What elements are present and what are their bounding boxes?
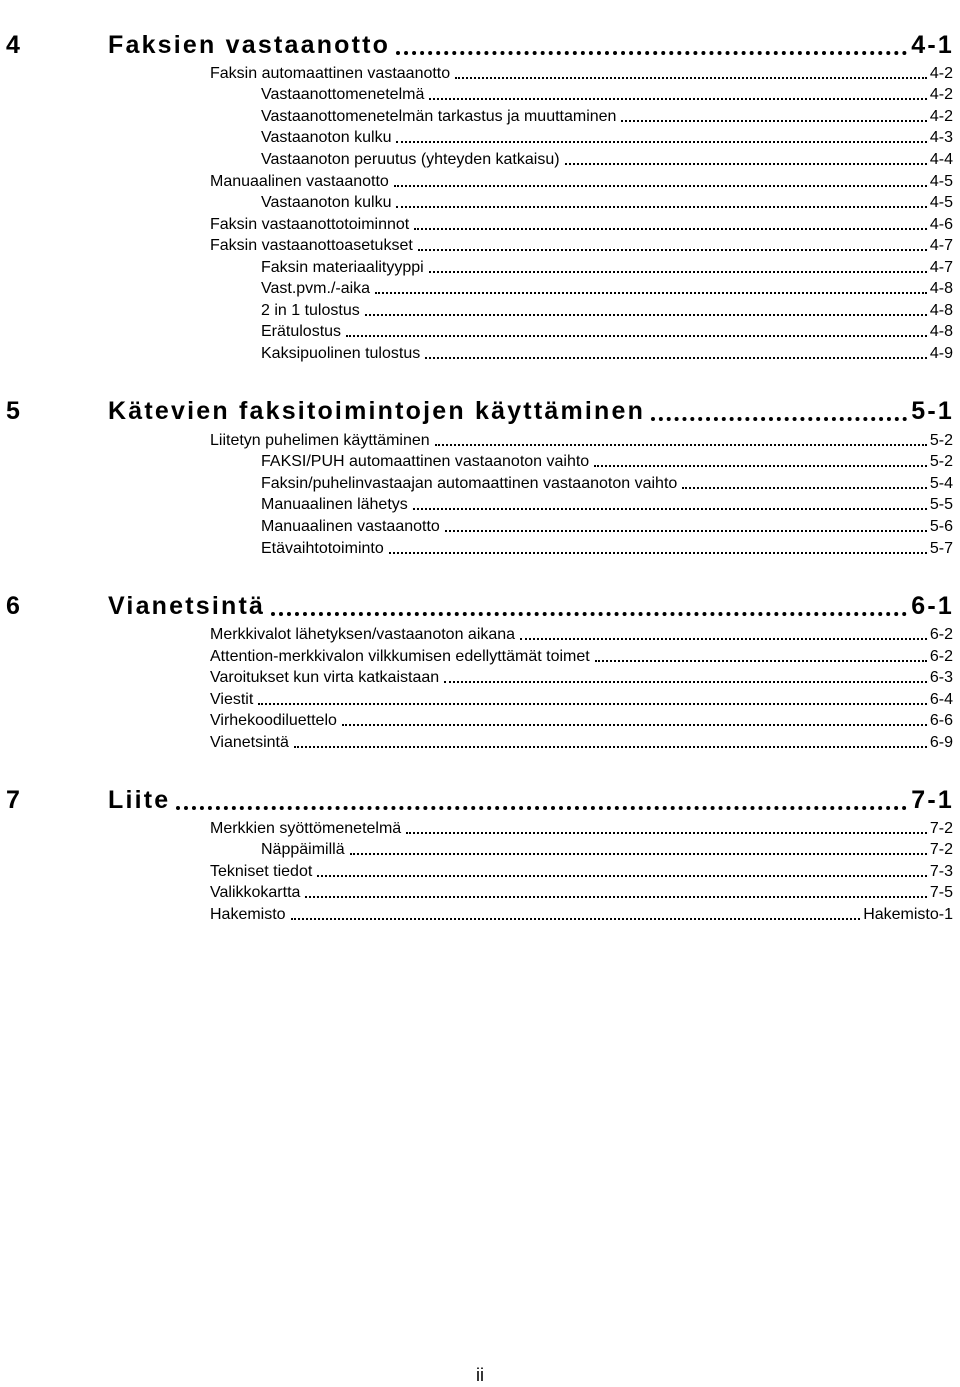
dot-leader (342, 724, 927, 726)
toc-entry[interactable] (210, 688, 953, 708)
dot-leader (406, 832, 927, 834)
dot-leader (396, 206, 926, 208)
entry-title: Hakemisto (210, 906, 286, 923)
toc-entry[interactable] (210, 881, 953, 901)
entry-page-number: 4-2 (929, 86, 953, 103)
entry-page-number: 6-6 (929, 712, 953, 729)
entry-page-number: 7-2 (929, 841, 953, 858)
entry-title: Näppäimillä (261, 841, 345, 858)
entry-page-number: 7-3 (929, 863, 953, 880)
chapter-title: Kätevien faksitoimintojen käyttäminen (108, 397, 646, 425)
entry-page-number: 6-3 (929, 669, 953, 686)
entry-title: Faksin vastaanottotoiminnot (210, 216, 410, 233)
toc-entry[interactable] (210, 62, 953, 82)
toc-entry[interactable] (210, 709, 953, 729)
toc-subentry[interactable] (261, 450, 953, 470)
chapter-title: Liite (108, 786, 171, 814)
dot-leader (176, 806, 907, 810)
entry-title: Virhekoodiluettelo (210, 712, 337, 729)
dot-leader (621, 120, 926, 122)
entry-page-number: 4-8 (929, 302, 953, 319)
entry-page-number: 4-5 (929, 173, 953, 190)
dot-leader (594, 465, 927, 467)
dot-leader (375, 292, 927, 294)
entry-page-number: 5-2 (929, 453, 953, 470)
entry-page-number: 6-9 (929, 734, 953, 751)
chapter-page-number: 5-1 (911, 397, 954, 425)
dot-leader (389, 552, 927, 554)
entry-page-number: 5-2 (929, 432, 953, 449)
entry-title: Faksin/puhelinvastaajan automaattinen vastaanoton vaihto (261, 475, 678, 492)
dot-leader (394, 185, 927, 187)
toc-chapter-heading[interactable] (6, 390, 954, 424)
dot-leader (291, 918, 861, 920)
entry-title: 2 in 1 tulostus (261, 302, 360, 319)
entry-page-number: 4-6 (929, 216, 953, 233)
dot-leader (305, 896, 926, 898)
dot-leader (396, 51, 907, 55)
entry-page-number: 6-2 (929, 626, 953, 643)
toc-subentry[interactable] (261, 515, 953, 535)
entry-title: Liitetyn puhelimen käyttäminen (210, 432, 430, 449)
toc-subentry[interactable] (261, 838, 953, 858)
dot-leader (455, 77, 927, 79)
entry-title: Kaksipuolinen tulostus (261, 345, 421, 362)
entry-title: Faksin automaattinen vastaanotto (210, 65, 451, 82)
toc-entry[interactable] (210, 645, 953, 665)
toc-chapter-heading[interactable] (6, 24, 954, 58)
entry-page-number: 4-7 (929, 237, 953, 254)
entry-title: Vianetsintä (210, 734, 289, 751)
dot-leader (651, 417, 907, 421)
toc-subentry[interactable] (261, 277, 953, 297)
dot-leader (350, 853, 927, 855)
toc-subentry[interactable] (261, 493, 953, 513)
toc-entry[interactable] (210, 623, 953, 643)
dot-leader (418, 249, 927, 251)
toc-entry[interactable] (210, 731, 953, 751)
entry-title: Valikkokartta (210, 884, 301, 901)
dot-leader (294, 746, 927, 748)
chapter-number: 7 (6, 786, 23, 814)
dot-leader (365, 314, 927, 316)
entry-title: Vastaanottomenetelmä (261, 86, 425, 103)
page-number: ii (476, 1365, 484, 1385)
toc-entry[interactable] (210, 817, 953, 837)
entry-page-number: 4-2 (929, 65, 953, 82)
toc-entry[interactable] (210, 213, 953, 233)
toc-subentry[interactable] (261, 148, 953, 168)
dot-leader (414, 228, 927, 230)
entry-title: Vastaanoton kulku (261, 129, 392, 146)
entry-title: Vast.pvm./-aika (261, 280, 371, 297)
entry-title: FAKSI/PUH automaattinen vastaanoton vaihto (261, 453, 590, 470)
toc-entry[interactable] (210, 429, 953, 449)
entry-title: Manuaalinen vastaanotto (210, 173, 389, 190)
entry-page-number: 4-8 (929, 280, 953, 297)
toc-entry[interactable] (210, 170, 953, 190)
entry-page-number: 7-5 (929, 884, 953, 901)
entry-page-number: 4-7 (929, 259, 953, 276)
entry-page-number: 4-9 (929, 345, 953, 362)
entry-title: Erätulostus (261, 323, 342, 340)
chapter-number: 4 (6, 31, 23, 59)
entry-title: Manuaalinen vastaanotto (261, 518, 440, 535)
toc-chapter-heading[interactable] (6, 779, 954, 813)
entry-page-number: 4-2 (929, 108, 953, 125)
chapter-title: Faksien vastaanotto (108, 31, 391, 59)
entry-title: Tekniset tiedot (210, 863, 313, 880)
entry-title: Attention-merkkivalon vilkkumisen edellyttämät toimet (210, 648, 590, 665)
dot-leader (520, 638, 927, 640)
entry-page-number: 5-4 (929, 475, 953, 492)
dot-leader (682, 487, 927, 489)
toc-entry[interactable] (210, 903, 953, 923)
entry-page-number: 6-2 (929, 648, 953, 665)
entry-title: Varoitukset kun virta katkaistaan (210, 669, 440, 686)
toc-subentry[interactable] (261, 105, 953, 125)
toc-entry[interactable] (210, 234, 953, 254)
toc-subentry[interactable] (261, 299, 953, 319)
chapter-page-number: 7-1 (911, 786, 954, 814)
entry-title: Merkkivalot lähetyksen/vastaanoton aikana (210, 626, 516, 643)
dot-leader (565, 163, 927, 165)
dot-leader (595, 660, 927, 662)
entry-page-number: 4-4 (929, 151, 953, 168)
toc-subentry[interactable] (261, 256, 953, 276)
entry-title: Faksin vastaanottoasetukset (210, 237, 413, 254)
dot-leader (413, 508, 927, 510)
toc-subentry[interactable] (261, 126, 953, 146)
entry-title: Etävaihtotoiminto (261, 540, 384, 557)
dot-leader (396, 141, 926, 143)
dot-leader (444, 681, 927, 683)
dot-leader (445, 530, 927, 532)
entry-page-number: 5-6 (929, 518, 953, 535)
dot-leader (429, 98, 927, 100)
dot-leader (317, 875, 927, 877)
entry-page-number: 4-8 (929, 323, 953, 340)
entry-title: Vastaanottomenetelmän tarkastus ja muuttaminen (261, 108, 617, 125)
dot-leader (346, 335, 927, 337)
entry-page-number: 4-5 (929, 194, 953, 211)
entry-title: Merkkien syöttömenetelmä (210, 820, 402, 837)
toc-entry[interactable] (210, 666, 953, 686)
toc-subentry[interactable] (261, 320, 953, 340)
chapter-page-number: 6-1 (911, 592, 954, 620)
chapter-number: 5 (6, 397, 23, 425)
dot-leader (435, 444, 927, 446)
entry-page-number: 5-5 (929, 496, 953, 513)
toc-subentry[interactable] (261, 83, 953, 103)
entry-page-number: 4-3 (929, 129, 953, 146)
dot-leader (425, 357, 927, 359)
entry-title: Faksin materiaalityyppi (261, 259, 424, 276)
entry-title: Manuaalinen lähetys (261, 496, 408, 513)
entry-title: Vastaanoton peruutus (yhteyden katkaisu) (261, 151, 560, 168)
chapter-number: 6 (6, 592, 23, 620)
chapter-page-number: 4-1 (911, 31, 954, 59)
toc-subentry[interactable] (261, 342, 953, 362)
toc-entry[interactable] (210, 860, 953, 880)
entry-page-number: 7-2 (929, 820, 953, 837)
entry-page-number: 5-7 (929, 540, 953, 557)
entry-title: Vastaanoton kulku (261, 194, 392, 211)
toc-subentry[interactable] (261, 472, 953, 492)
toc-chapter-heading[interactable] (6, 585, 954, 619)
chapter-title: Vianetsintä (108, 592, 266, 620)
entry-title: Viestit (210, 691, 254, 708)
toc-subentry[interactable] (261, 191, 953, 211)
entry-page-number: Hakemisto-1 (863, 906, 953, 923)
entry-page-number: 6-4 (929, 691, 953, 708)
dot-leader (429, 271, 927, 273)
dot-leader (271, 612, 907, 616)
dot-leader (258, 703, 927, 705)
toc-subentry[interactable] (261, 537, 953, 557)
